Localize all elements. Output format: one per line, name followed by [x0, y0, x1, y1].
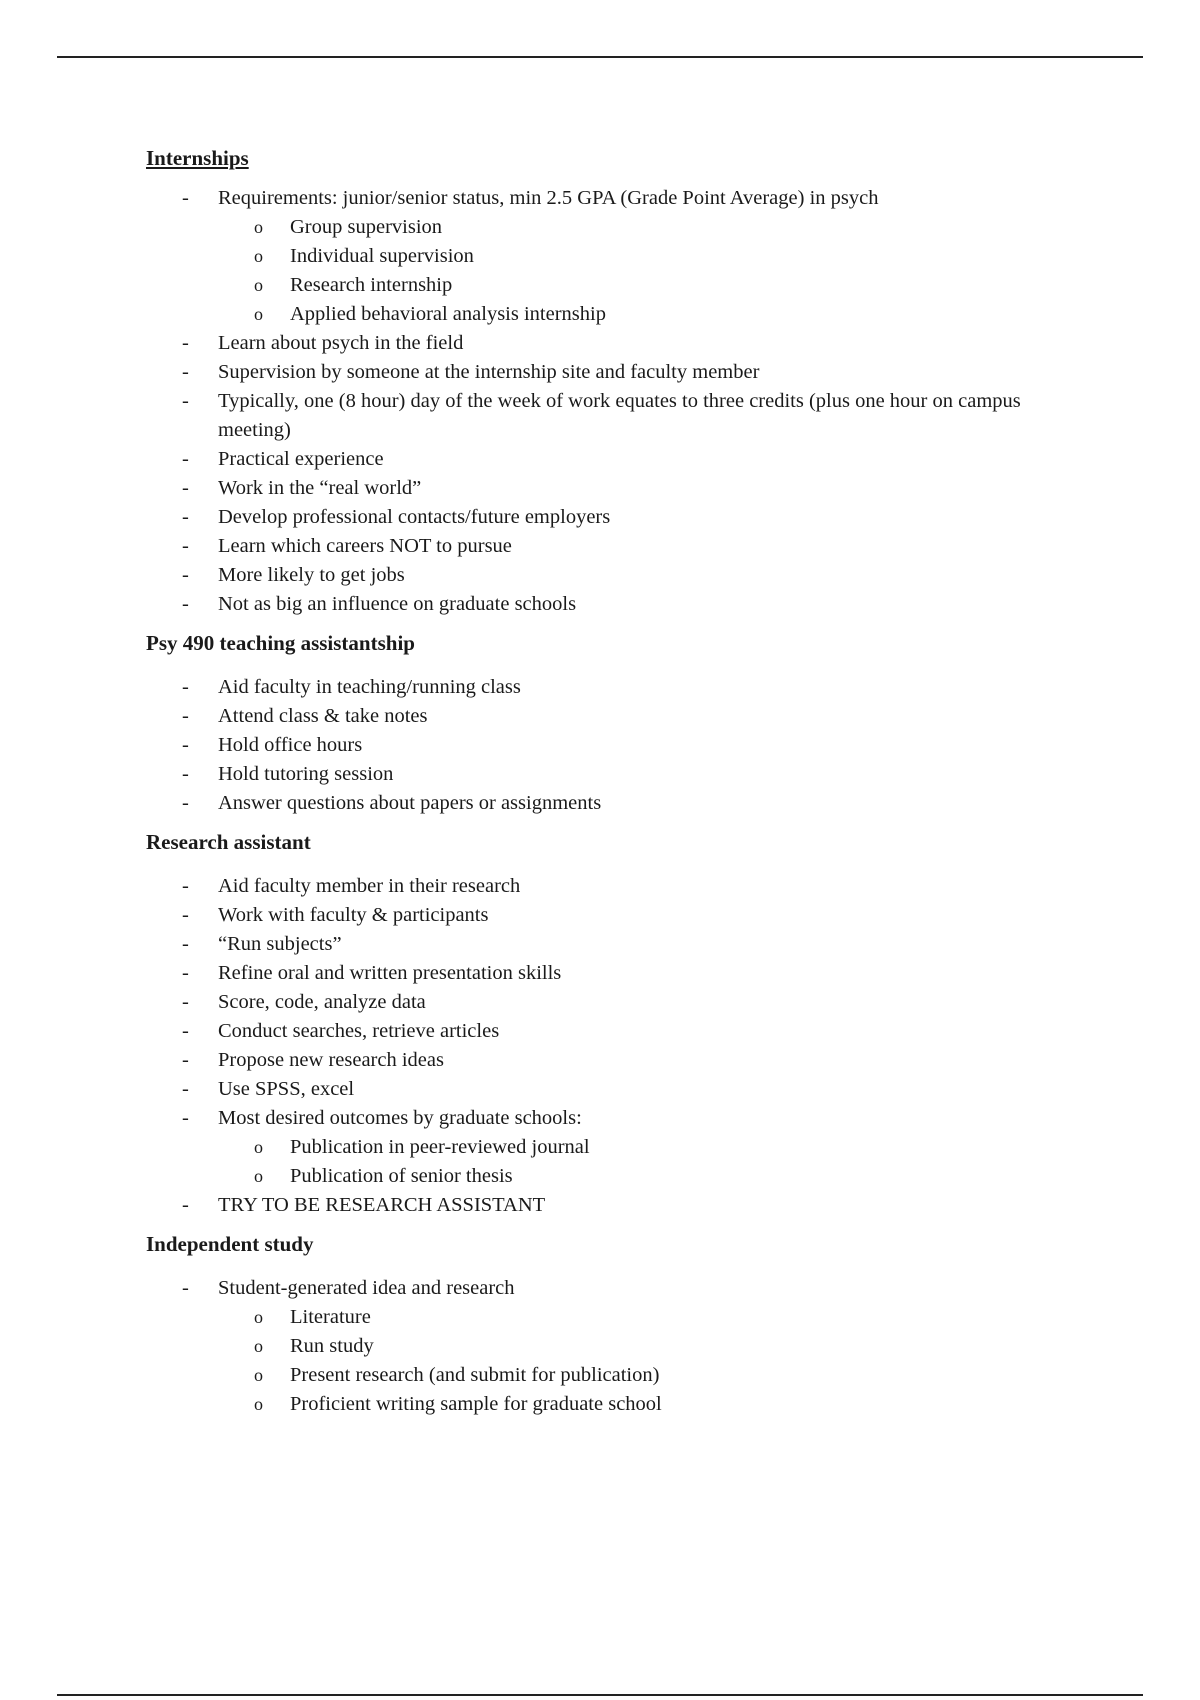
sub-list-item-text: Run study — [290, 1335, 374, 1357]
list-item — [146, 358, 1106, 387]
list-item — [146, 1017, 1106, 1046]
list-item-text: Most desired outcomes by graduate schools: — [218, 1107, 582, 1129]
sub-list-item-text: Present research (and submit for publication) — [290, 1364, 660, 1386]
sub-list-item-text: Group supervision — [290, 216, 443, 238]
document-body — [146, 144, 1106, 1419]
list-item — [146, 789, 1106, 818]
circle-bullet-icon: o — [254, 246, 263, 266]
section-heading: Psy 490 teaching assistantship — [146, 631, 415, 655]
circle-bullet-icon: o — [254, 1307, 263, 1327]
list-item-text: Conduct searches, retrieve articles — [218, 1020, 500, 1042]
dash-bullet-icon: - — [182, 734, 189, 756]
dash-bullet-icon: - — [182, 593, 189, 615]
list-item — [146, 930, 1106, 959]
sub-list-item-text: Applied behavioral analysis internship — [290, 303, 606, 325]
list-item-text: Practical experience — [218, 448, 384, 470]
sub-bullet-list — [218, 1133, 1106, 1191]
list-item — [146, 872, 1106, 901]
list-item — [146, 329, 1106, 358]
list-item — [146, 901, 1106, 930]
dash-bullet-icon: - — [182, 875, 189, 897]
dash-bullet-icon: - — [182, 933, 189, 955]
list-item — [146, 702, 1106, 731]
list-item-text: Score, code, analyze data — [218, 991, 426, 1013]
sub-list-item — [146, 1303, 1106, 1332]
list-item-text: Develop professional contacts/future employers — [218, 506, 611, 528]
circle-bullet-icon: o — [254, 217, 263, 237]
sub-list-item-text: Publication of senior thesis — [290, 1165, 513, 1187]
list-item-text: Use SPSS, excel — [218, 1078, 355, 1100]
list-item — [146, 1046, 1106, 1075]
section-heading: Internships — [146, 146, 249, 170]
list-item — [146, 760, 1106, 789]
sub-list-item — [146, 300, 1106, 329]
list-item-text: More likely to get jobs — [218, 564, 405, 586]
section-internships — [146, 144, 1106, 619]
list-item — [146, 1274, 1106, 1419]
list-item — [146, 1191, 1106, 1220]
dash-bullet-icon: - — [182, 477, 189, 499]
dash-bullet-icon: - — [182, 962, 189, 984]
circle-bullet-icon: o — [254, 1137, 263, 1157]
list-item-text: Not as big an influence on graduate schools — [218, 593, 577, 615]
dash-bullet-icon: - — [182, 332, 189, 354]
bullet-list — [146, 673, 1106, 818]
list-item-text: Requirements: junior/senior status, min 2.5 GPA (Grade Point Average) in psych — [218, 187, 879, 209]
dash-bullet-icon: - — [182, 506, 189, 528]
list-item-text: Propose new research ideas — [218, 1049, 444, 1071]
section-heading: Research assistant — [146, 830, 311, 854]
circle-bullet-icon: o — [254, 275, 263, 295]
list-item — [146, 1104, 1106, 1191]
list-item — [146, 445, 1106, 474]
sub-list-item-text: Literature — [290, 1306, 371, 1328]
circle-bullet-icon: o — [254, 1365, 263, 1385]
list-item-text: Hold tutoring session — [218, 763, 394, 785]
list-item-text: Refine oral and written presentation skills — [218, 962, 562, 984]
list-item — [146, 673, 1106, 702]
list-item-text: Aid faculty in teaching/running class — [218, 676, 521, 698]
dash-bullet-icon: - — [182, 1049, 189, 1071]
circle-bullet-icon: o — [254, 1336, 263, 1356]
list-item-text: Learn about psych in the field — [218, 332, 464, 354]
list-item-text: Typically, one (8 hour) day of the week of work equates to three credits (plus one hour on campus meeting) — [218, 390, 1021, 441]
dash-bullet-icon: - — [182, 535, 189, 557]
dash-bullet-icon: - — [182, 676, 189, 698]
section-independent-study — [146, 1230, 1106, 1419]
sub-list-item-text: Individual supervision — [290, 245, 474, 267]
sub-list-item-text: Publication in peer-reviewed journal — [290, 1136, 590, 1158]
list-item — [146, 1075, 1106, 1104]
dash-bullet-icon: - — [182, 1194, 189, 1216]
dash-bullet-icon: - — [182, 1107, 189, 1129]
dash-bullet-icon: - — [182, 991, 189, 1013]
list-item — [146, 731, 1106, 760]
list-item-text: TRY TO BE RESEARCH ASSISTANT — [218, 1194, 546, 1216]
list-item — [146, 561, 1106, 590]
dash-bullet-icon: - — [182, 564, 189, 586]
list-item-text: Answer questions about papers or assignments — [218, 792, 602, 814]
sub-bullet-list — [218, 1303, 1106, 1419]
list-item — [146, 959, 1106, 988]
list-item-text: “Run subjects” — [218, 933, 342, 955]
dash-bullet-icon: - — [182, 448, 189, 470]
dash-bullet-icon: - — [182, 1277, 189, 1299]
sub-list-item-text: Proficient writing sample for graduate school — [290, 1393, 662, 1415]
sub-list-item — [146, 213, 1106, 242]
sub-list-item — [146, 1361, 1106, 1390]
dash-bullet-icon: - — [182, 1020, 189, 1042]
dash-bullet-icon: - — [182, 705, 189, 727]
circle-bullet-icon: o — [254, 304, 263, 324]
list-item-text: Hold office hours — [218, 734, 363, 756]
circle-bullet-icon: o — [254, 1166, 263, 1186]
list-item-text: Learn which careers NOT to pursue — [218, 535, 512, 557]
dash-bullet-icon: - — [182, 187, 189, 209]
bullet-list — [146, 872, 1106, 1220]
sub-list-item — [146, 1162, 1106, 1191]
sub-bullet-list — [218, 213, 1106, 329]
section-heading: Independent study — [146, 1232, 314, 1256]
list-item — [146, 532, 1106, 561]
list-item — [146, 988, 1106, 1017]
section-teaching-assistantship — [146, 629, 1106, 818]
sub-list-item — [146, 271, 1106, 300]
list-item — [146, 474, 1106, 503]
sub-list-item — [146, 242, 1106, 271]
list-item-text: Student-generated idea and research — [218, 1277, 515, 1299]
list-item — [146, 387, 1106, 445]
list-item-text: Supervision by someone at the internship site and faculty member — [218, 361, 760, 383]
bullet-list — [146, 184, 1106, 619]
list-item — [146, 503, 1106, 532]
section-research-assistant — [146, 828, 1106, 1220]
bottom-rule — [57, 1694, 1143, 1696]
list-item — [146, 590, 1106, 619]
list-item-text: Aid faculty member in their research — [218, 875, 521, 897]
list-item — [146, 184, 1106, 329]
list-item-text: Work in the “real world” — [218, 477, 422, 499]
list-item-text: Work with faculty & participants — [218, 904, 489, 926]
list-item-text: Attend class & take notes — [218, 705, 428, 727]
dash-bullet-icon: - — [182, 763, 189, 785]
dash-bullet-icon: - — [182, 792, 189, 814]
bullet-list — [146, 1274, 1106, 1419]
dash-bullet-icon: - — [182, 390, 189, 412]
dash-bullet-icon: - — [182, 904, 189, 926]
sub-list-item — [146, 1133, 1106, 1162]
sub-list-item — [146, 1332, 1106, 1361]
top-rule — [57, 56, 1143, 58]
sub-list-item — [146, 1390, 1106, 1419]
dash-bullet-icon: - — [182, 361, 189, 383]
dash-bullet-icon: - — [182, 1078, 189, 1100]
sub-list-item-text: Research internship — [290, 274, 453, 296]
circle-bullet-icon: o — [254, 1394, 263, 1414]
